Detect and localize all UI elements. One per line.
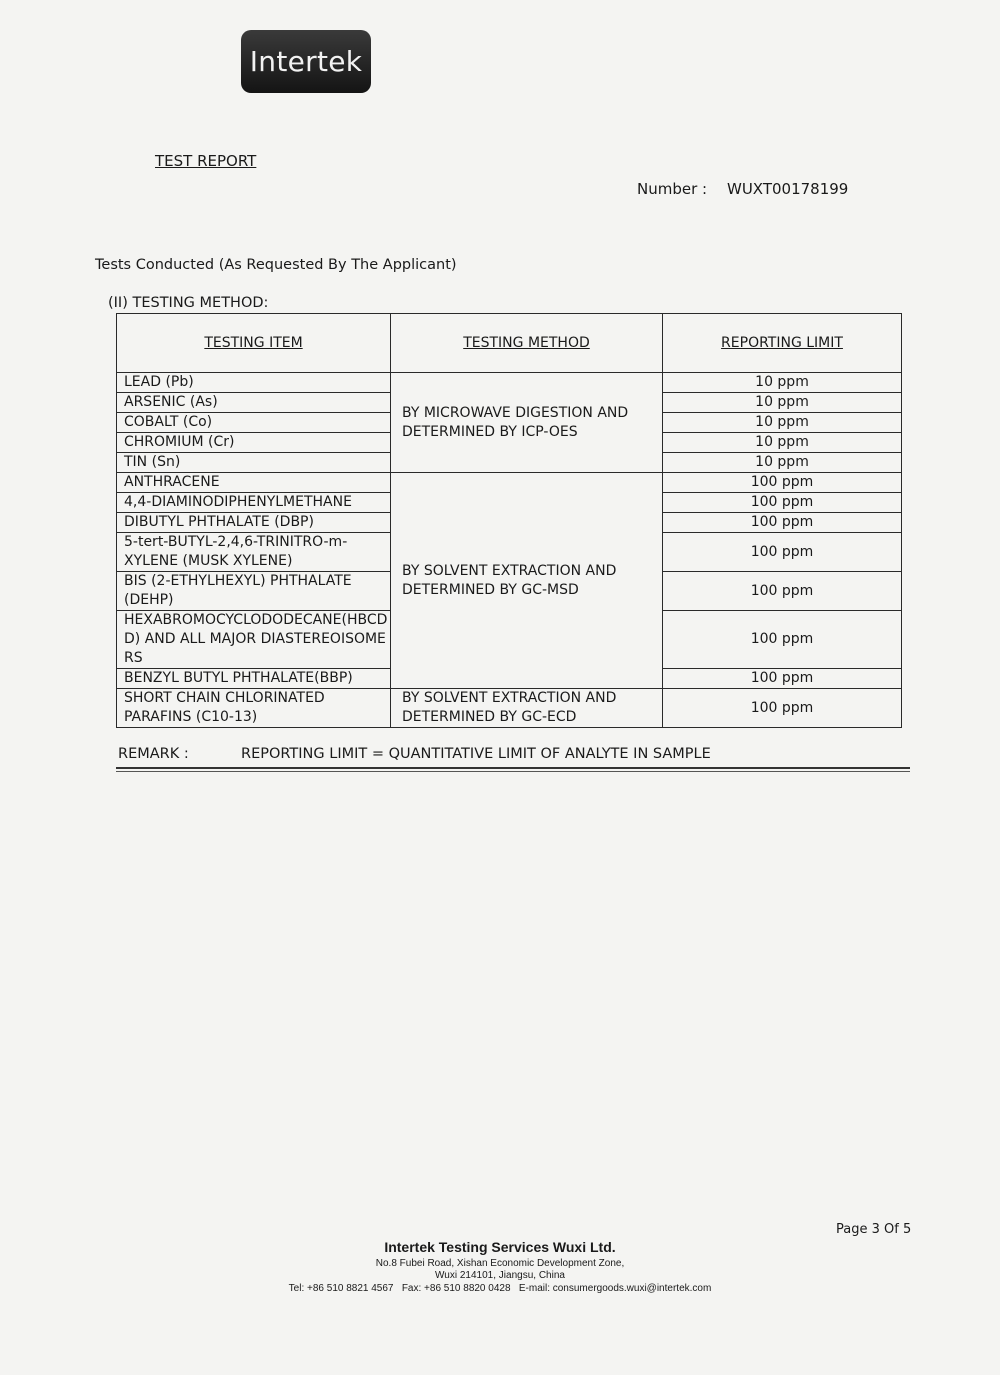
remark-text: REPORTING LIMIT = QUANTITATIVE LIMIT OF ANALYTE IN SAMPLE [241, 746, 711, 762]
testing-item: 5-tert-BUTYL-2,4,6-TRINITRO-m-XYLENE (MUSK XYLENE) [117, 533, 391, 572]
page-number: Page 3 Of 5 [836, 1222, 912, 1237]
testing-method-table [116, 313, 902, 728]
testing-item: 4,4-DIAMINODIPHENYLMETHANE [117, 493, 391, 513]
reporting-limit: 10 ppm [663, 413, 902, 433]
header-reporting-limit: REPORTING LIMIT [663, 314, 902, 373]
table-row [117, 473, 902, 493]
testing-item: ANTHRACENE [117, 473, 391, 493]
reporting-limit: 100 ppm [663, 533, 902, 572]
testing-item: HEXABROMOCYCLODODECANE(HBCDD) AND ALL MAJOR DIASTEREOISOMERS [117, 611, 391, 669]
report-number-label: Number : [637, 180, 708, 198]
testing-method: BY SOLVENT EXTRACTION AND DETERMINED BY GC-MSD [391, 473, 663, 689]
logo-text: Intertek [249, 45, 363, 78]
reporting-limit: 10 ppm [663, 393, 902, 413]
testing-item: TIN (Sn) [117, 453, 391, 473]
reporting-limit: 100 ppm [663, 473, 902, 493]
testing-item: SHORT CHAIN CHLORINATED PARAFINS (C10-13) [117, 689, 391, 728]
testing-item: BIS (2-ETHYLHEXYL) PHTHALATE (DEHP) [117, 572, 391, 611]
report-number-value: WUXT00178199 [727, 180, 849, 198]
testing-item: COBALT (Co) [117, 413, 391, 433]
header-testing-method: TESTING METHOD [391, 314, 663, 373]
testing-item: ARSENIC (As) [117, 393, 391, 413]
testing-method-heading: (II) TESTING METHOD: [108, 295, 269, 311]
remark-label: REMARK : [118, 746, 189, 762]
reporting-limit: 100 ppm [663, 669, 902, 689]
company-address-line-1: No.8 Fubei Road, Xishan Economic Development Zone, [375, 1258, 625, 1269]
testing-method: BY SOLVENT EXTRACTION AND DETERMINED BY GC-ECD [391, 689, 663, 728]
tests-conducted-heading: Tests Conducted (As Requested By The Applicant) [95, 257, 457, 273]
company-address-line-2: Wuxi 214101, Jiangsu, China [435, 1270, 565, 1281]
reporting-limit: 10 ppm [663, 453, 902, 473]
company-contact-line: Tel: +86 510 8821 4567 Fax: +86 510 8820 0428 E-mail: consumergoods.wuxi@intertek.com [288, 1283, 712, 1294]
intertek-logo [241, 30, 371, 93]
reporting-limit: 100 ppm [663, 689, 902, 728]
reporting-limit: 100 ppm [663, 513, 902, 533]
remark-divider [116, 767, 910, 769]
testing-item: BENZYL BUTYL PHTHALATE(BBP) [117, 669, 391, 689]
reporting-limit: 100 ppm [663, 493, 902, 513]
reporting-limit: 100 ppm [663, 572, 902, 611]
reporting-limit: 10 ppm [663, 373, 902, 393]
header-testing-item: TESTING ITEM [117, 314, 391, 373]
remark-divider-thin [116, 771, 910, 772]
table-header-row [117, 314, 902, 373]
reporting-limit: 10 ppm [663, 433, 902, 453]
testing-item: DIBUTYL PHTHALATE (DBP) [117, 513, 391, 533]
testing-item: CHROMIUM (Cr) [117, 433, 391, 453]
company-name: Intertek Testing Services Wuxi Ltd. [384, 1239, 616, 1255]
testing-method: BY MICROWAVE DIGESTION AND DETERMINED BY ICP-OES [391, 373, 663, 473]
report-title: TEST REPORT [155, 152, 257, 170]
table-row [117, 373, 902, 393]
testing-item: LEAD (Pb) [117, 373, 391, 393]
reporting-limit: 100 ppm [663, 611, 902, 669]
table-row [117, 689, 902, 728]
